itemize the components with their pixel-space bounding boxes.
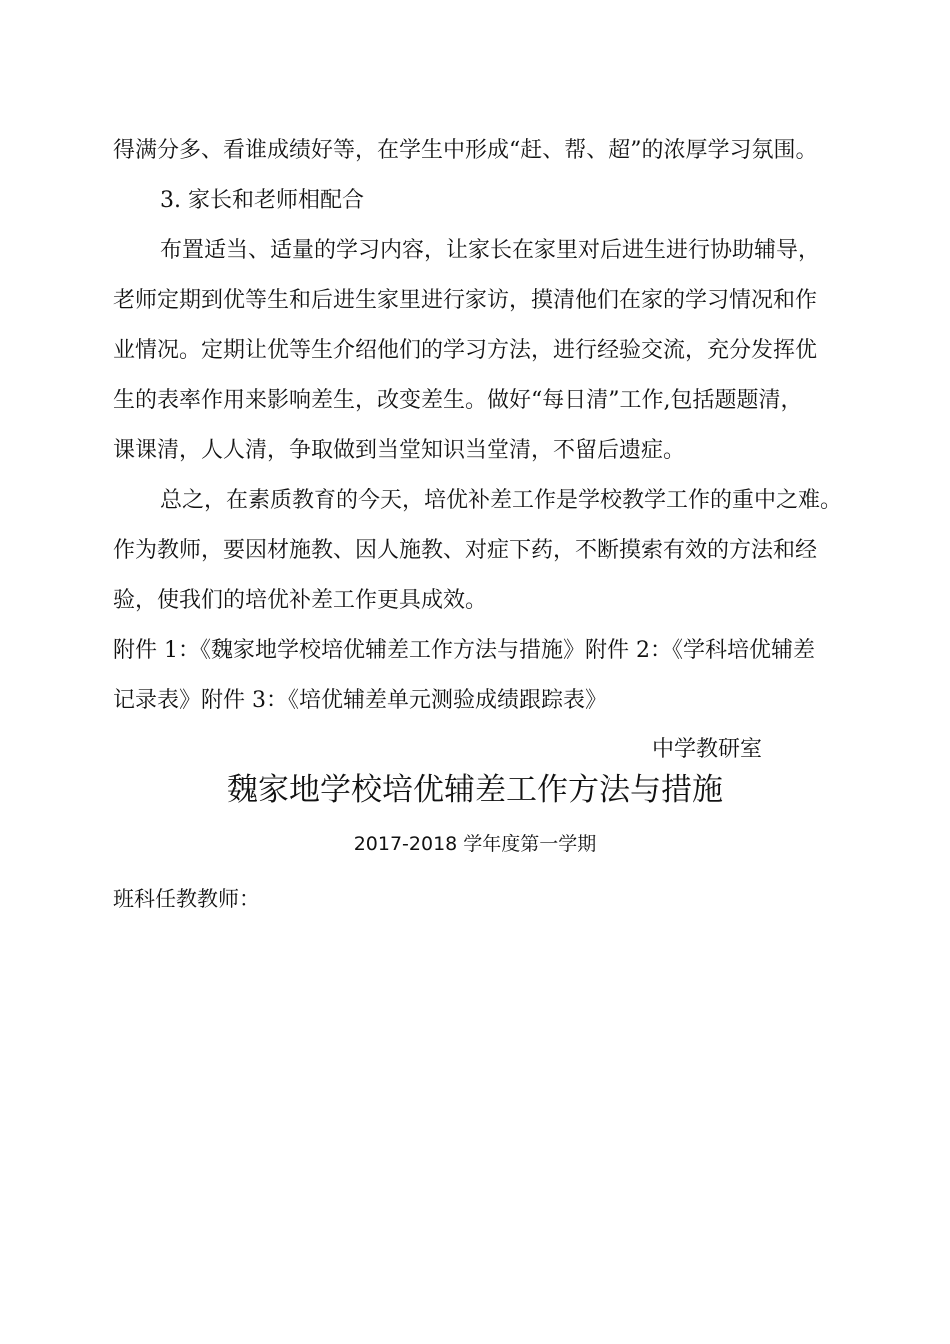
attachments-line: 记录表》附件 3：《培优辅差单元测验成绩跟踪表》	[113, 688, 607, 713]
signature: 中学教研室	[652, 737, 763, 762]
paragraph-line: 验，使我们的培优补差工作更具成效。	[113, 588, 488, 613]
paragraph-line: 生的表率作用来影响差生，改变差生。做好“每日清”工作,包括题题清，	[113, 388, 803, 413]
attachments-line: 附件 1：《魏家地学校培优辅差工作方法与措施》附件 2：《学科培优辅差	[113, 638, 815, 663]
paragraph-line: 业情况。定期让优等生介绍他们的学习方法，进行经验交流，充分发挥优	[113, 338, 818, 363]
section-heading: 3. 家长和老师相配合	[160, 188, 364, 213]
paragraph-line: 课课清，人人清，争取做到当堂知识当堂清，不留后遗症。	[113, 438, 686, 463]
paragraph-line: 老师定期到优等生和后进生家里进行家访，摸清他们在家的学习情况和作	[113, 288, 818, 313]
paragraph-line: 得满分多、看谁成绩好等，在学生中形成“赶、帮、超”的浓厚学习氛围。	[113, 138, 818, 163]
paragraph-line: 作为教师，要因材施教、因人施教、对症下药，不断摸索有效的方法和经	[113, 538, 818, 563]
paragraph-line: 布置适当、适量的学习内容，让家长在家里对后进生进行协助辅导，	[160, 238, 821, 263]
paragraph-line: 总之，在素质教育的今天，培优补差工作是学校教学工作的重中之难。	[160, 488, 843, 513]
section-subtitle: 2017-2018 学年度第一学期	[353, 833, 597, 855]
section-title: 魏家地学校培优辅差工作方法与措施	[227, 772, 723, 808]
teachers-label: 班科任教教师：	[113, 887, 260, 911]
